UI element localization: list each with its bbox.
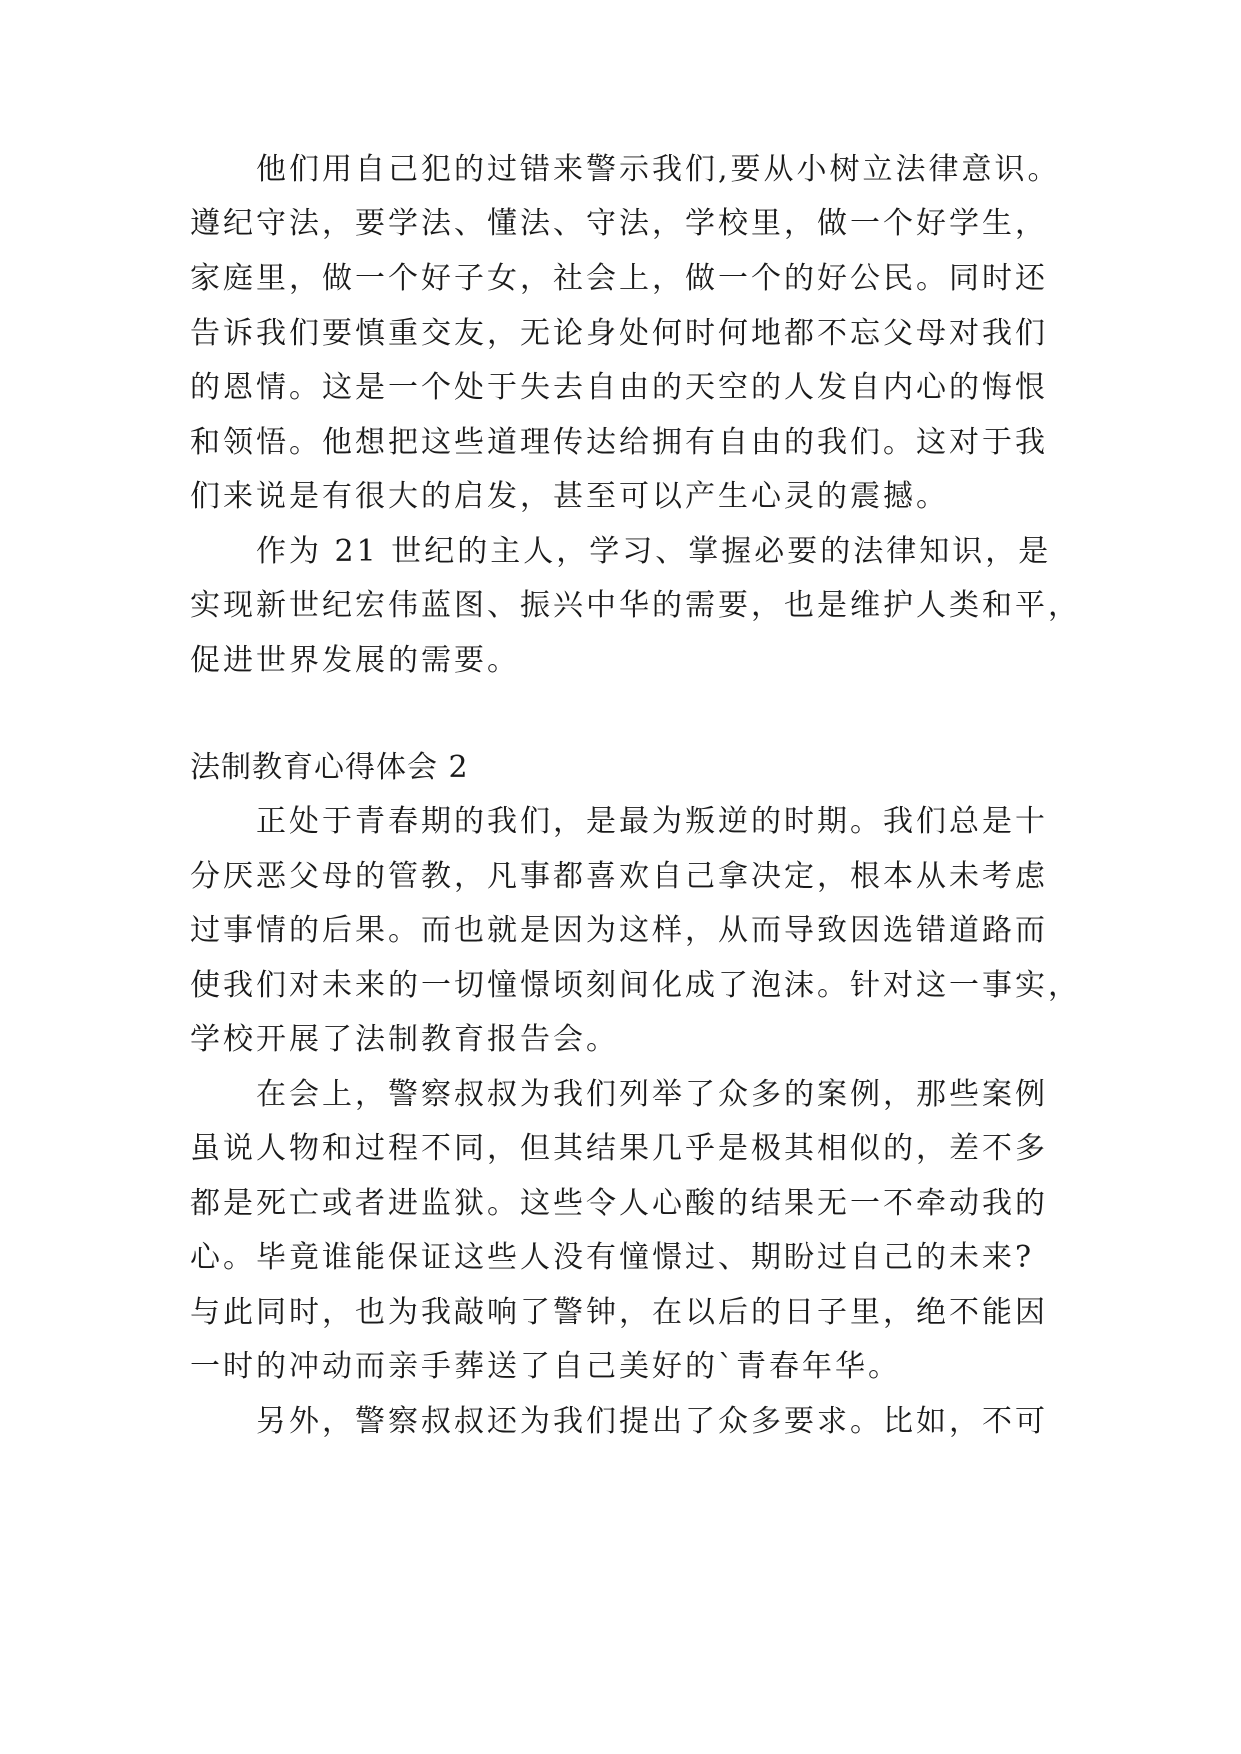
text-line: 使我们对未来的一切憧憬顷刻间化成了泡沫。针对这一事实， <box>190 968 1081 1003</box>
text-line: 过事情的后果。而也就是因为这样，从而导致因选错道路而 <box>190 913 1048 948</box>
text-line: 与此同时，也为我敲响了警钟，在以后的日子里，绝不能因 <box>190 1295 1048 1330</box>
text-line: 他们用自己犯的过错来警示我们,要从小树立法律意识。 <box>256 152 1061 187</box>
text-line: 告诉我们要慎重交友，无论身处何时何地都不忘父母对我们 <box>190 316 1048 351</box>
text-line: 家庭里，做一个好子女，社会上，做一个的好公民。同时还 <box>190 261 1048 296</box>
text-line: 作为 21 世纪的主人，学习、掌握必要的法律知识，是 <box>256 534 1052 569</box>
text-line: 们来说是有很大的启发，甚至可以产生心灵的震撼。 <box>190 479 949 514</box>
text-line: 学校开展了法制教育报告会。 <box>190 1022 619 1057</box>
text-line: 另外，警察叔叔还为我们提出了众多要求。比如，不可 <box>256 1404 1048 1439</box>
section-heading: 法制教育心得体会 2 <box>190 750 469 785</box>
text-line: 促进世界发展的需要。 <box>190 643 520 678</box>
text-line: 分厌恶父母的管教，凡事都喜欢自己拿决定，根本从未考虑 <box>190 859 1048 894</box>
text-line: 一时的冲动而亲手葬送了自己美好的`青春年华。 <box>190 1349 901 1384</box>
text-line: 的恩情。这是一个处于失去自由的天空的人发自内心的悔恨 <box>190 370 1048 405</box>
text-line: 虽说人物和过程不同，但其结果几乎是极其相似的，差不多 <box>190 1131 1048 1166</box>
text-line: 实现新世纪宏伟蓝图、振兴中华的需要，也是维护人类和平， <box>190 588 1081 623</box>
text-line: 心。毕竟谁能保证这些人没有憧憬过、期盼过自己的未来? <box>190 1240 1035 1275</box>
text-line: 都是死亡或者进监狱。这些令人心酸的结果无一不牵动我的 <box>190 1186 1048 1221</box>
text-line: 在会上，警察叔叔为我们列举了众多的案例，那些案例 <box>256 1077 1048 1112</box>
text-line: 正处于青春期的我们，是最为叛逆的时期。我们总是十 <box>256 804 1048 839</box>
text-line: 遵纪守法，要学法、懂法、守法，学校里，做一个好学生， <box>190 206 1048 241</box>
text-line: 和领悟。他想把这些道理传达给拥有自由的我们。这对于我 <box>190 425 1048 460</box>
